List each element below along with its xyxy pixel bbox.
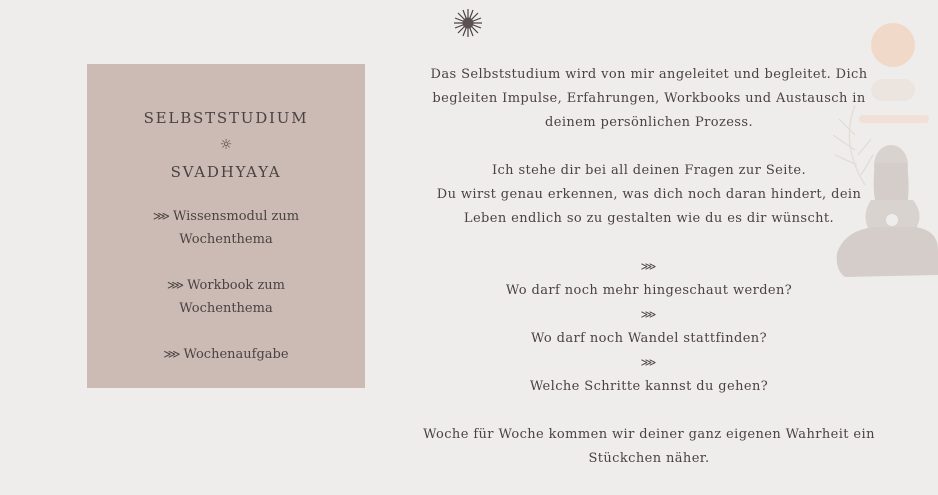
question-list <box>405 255 893 399</box>
triple-arrow-icon: ⋙ <box>640 260 654 273</box>
paragraph-support: Ich stehe dir bei all deinen Fragen zur Seite. Du wirst genau erkennen, was dich noch daran hindert, dein Leben endlich so zu gestalten wie du es dir wünscht. <box>436 163 862 226</box>
panel-item-workbook: ⋙ Workbook zum Wochenthema <box>166 278 285 316</box>
list-item: ⋙ Wo darf noch mehr hingeschaut werden? <box>405 255 893 303</box>
triple-arrow-icon: ⋙ <box>163 347 178 361</box>
panel-item-wissensmodul: ⋙ Wissensmodul zum Wochenthema <box>152 209 300 247</box>
sun-icon <box>453 8 483 38</box>
paragraph-intro: Das Selbststudium wird von mir angeleitet und begleitet. Dich begleiten Impulse, Erfahrungen, Workbooks und Austausch in deinem persönlichen Prozess. <box>430 67 868 130</box>
triple-arrow-icon: ⋙ <box>640 356 654 369</box>
list-item: ⋙ Welche Schritte kannst du gehen? <box>405 351 893 399</box>
list-item: ⋙ Wo darf noch Wandel stattfinden? <box>405 303 893 351</box>
triple-arrow-icon: ⋙ <box>640 308 654 321</box>
panel-item-wochenaufgabe: ⋙ Wochenaufgabe <box>163 347 289 362</box>
paragraph-closing: Woche für Woche kommen wir deiner ganz eigenen Wahrheit ein Stückchen näher. <box>423 427 875 466</box>
triple-arrow-icon: ⋙ <box>152 209 167 223</box>
panel-title: SELBSTSTUDIUM <box>143 109 309 127</box>
info-panel <box>87 64 365 388</box>
small-sun-icon: ☼ <box>219 137 233 153</box>
description-text <box>405 63 893 495</box>
triple-arrow-icon: ⋙ <box>166 278 182 292</box>
panel-subtitle: SVADHYAYA <box>170 163 282 181</box>
